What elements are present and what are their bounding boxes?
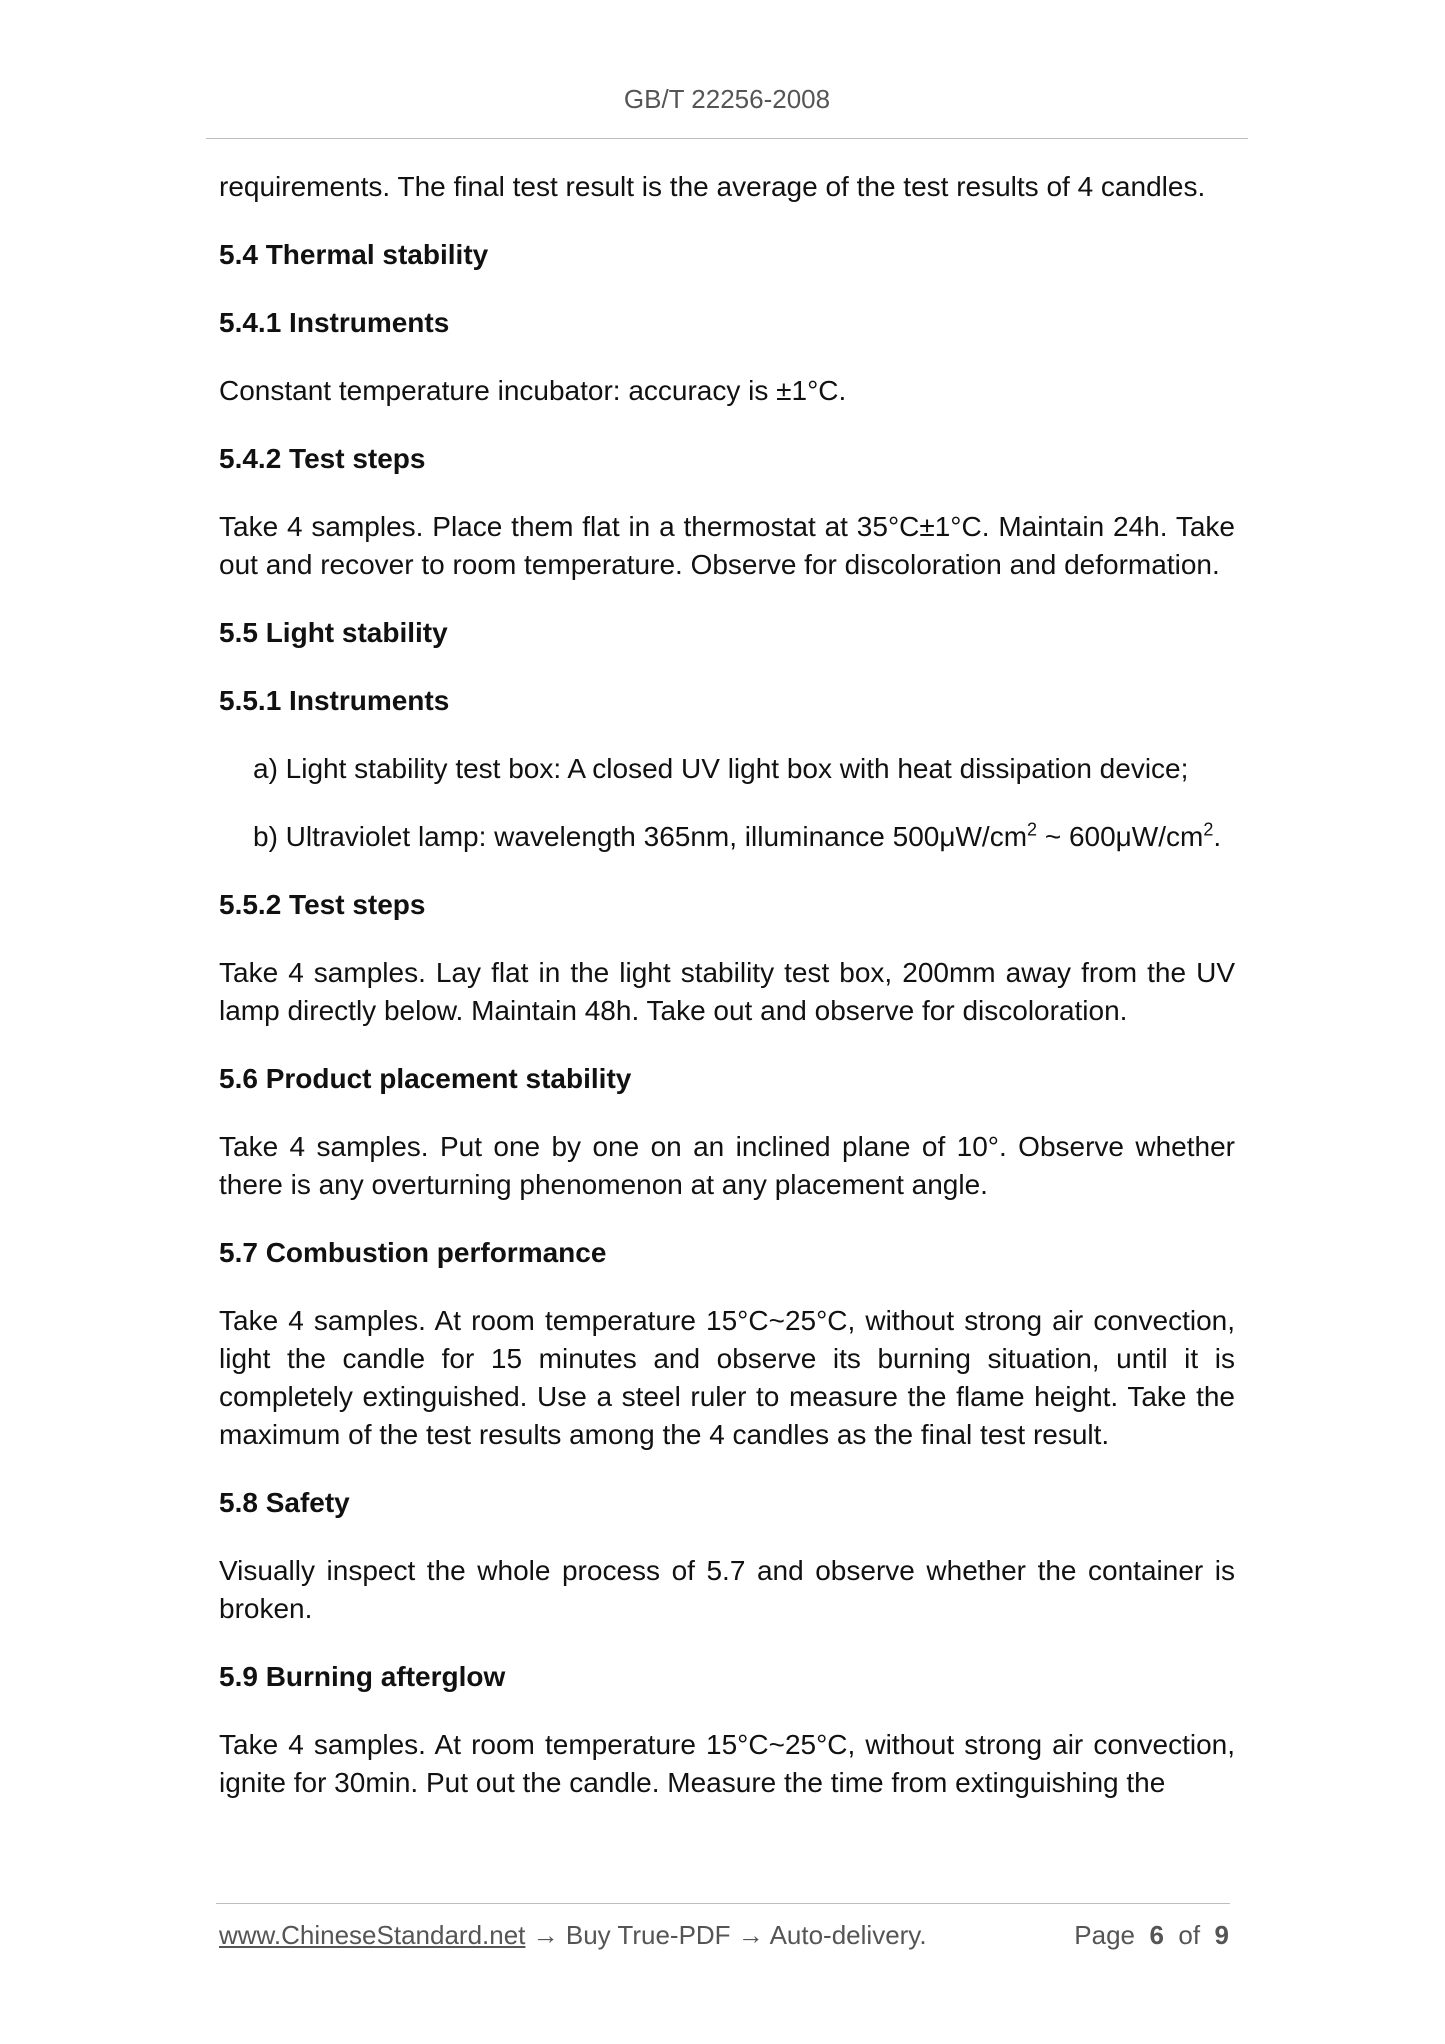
footer-divider: [216, 1903, 1230, 1904]
heading-5-8: 5.8 Safety: [219, 1487, 350, 1518]
heading-5-9: 5.9 Burning afterglow: [219, 1661, 506, 1692]
page-word: Page: [1074, 1920, 1136, 1950]
list-item-b: [253, 818, 1235, 856]
heading-5-4: 5.4 Thermal stability: [219, 239, 489, 270]
paragraph-5-5-2: Take 4 samples. Lay flat in the light stability test box, 200mm away from the UV lamp directly below. Maintain 48h. Take out and observe for discoloration.: [219, 957, 1235, 1026]
of-word: of: [1178, 1920, 1201, 1950]
footer-left: [219, 1920, 927, 1951]
paragraph-5-4-2: Take 4 samples. Place them flat in a thermostat at 35°C±1°C. Maintain 24h. Take out and recover to room temperature. Observe for discoloration and deformation.: [219, 511, 1235, 580]
superscript: 2: [1203, 819, 1214, 840]
page-indicator: [1074, 1920, 1229, 1951]
page-content: [219, 168, 1235, 1832]
heading-5-4-1: 5.4.1 Instruments: [219, 307, 450, 338]
paragraph-5-7: Take 4 samples. At room temperature 15°C~25°C, without strong air convection, light the candle for 15 minutes and observe its burning situation, until it is completely extinguished. Use a steel ruler to measure the flame height. Take the maximum of the test results among the 4 candles as the final test result.: [219, 1305, 1235, 1450]
list-item-b-end: .: [1213, 821, 1222, 852]
heading-5-5: 5.5 Light stability: [219, 617, 448, 648]
heading-5-5-1: 5.5.1 Instruments: [219, 685, 450, 716]
heading-5-4-2: 5.4.2 Test steps: [219, 443, 426, 474]
heading-5-7: 5.7 Combustion performance: [219, 1237, 607, 1268]
footer-tagline: → Buy True-PDF → Auto-delivery.: [525, 1920, 927, 1950]
list-item-a: a) Light stability test box: A closed UV light box with heat dissipation device;: [253, 753, 1189, 784]
page-total: 9: [1214, 1920, 1229, 1950]
paragraph-5-8: Visually inspect the whole process of 5.7 and observe whether the container is broken.: [219, 1555, 1235, 1624]
header-divider: [206, 138, 1248, 139]
page-footer: [219, 1920, 1229, 1951]
document-header: GB/T 22256-2008: [623, 84, 831, 114]
paragraph-continuation: requirements. The final test result is the average of the test results of 4 candles.: [219, 171, 1206, 202]
paragraph-5-6: Take 4 samples. Put one by one on an inclined plane of 10°. Observe whether there is any overturning phenomenon at any placement angle.: [219, 1131, 1235, 1200]
superscript: 2: [1027, 819, 1038, 840]
website-link[interactable]: www.ChineseStandard.net: [219, 1920, 526, 1950]
paragraph-5-9: Take 4 samples. At room temperature 15°C~25°C, without strong air convection, ignite for 30min. Put out the candle. Measure the time from extinguishing the: [219, 1729, 1235, 1798]
paragraph-5-4-1: Constant temperature incubator: accuracy is ±1°C.: [219, 375, 847, 406]
heading-5-6: 5.6 Product placement stability: [219, 1063, 632, 1094]
list-item-b-text: b) Ultraviolet lamp: wavelength 365nm, illuminance 500μW/cm: [253, 821, 1028, 852]
page-number: 6: [1149, 1920, 1164, 1950]
list-item-b-range: ~ 600μW/cm: [1037, 821, 1204, 852]
heading-5-5-2: 5.5.2 Test steps: [219, 889, 426, 920]
